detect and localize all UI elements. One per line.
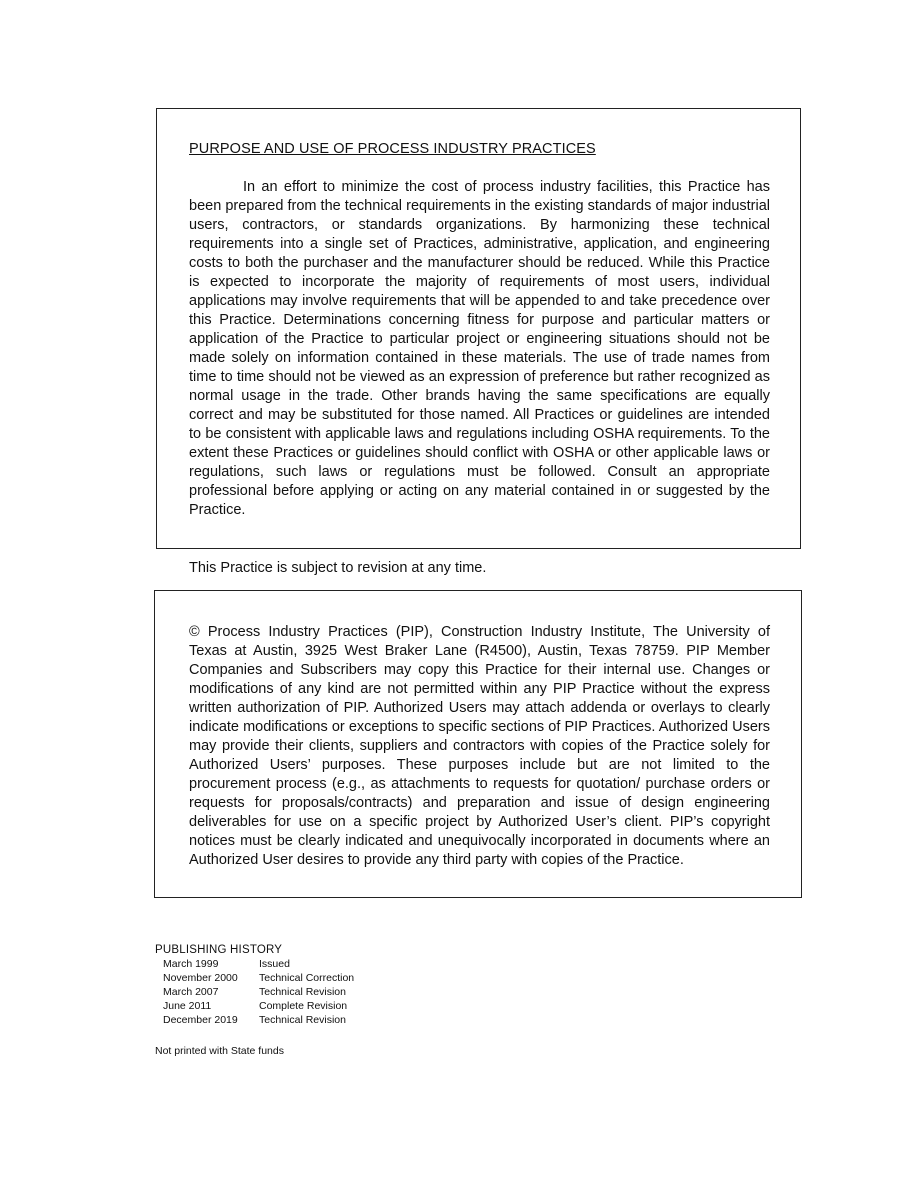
history-date: December 2019 [163,1014,238,1026]
publishing-history-title: PUBLISHING HISTORY [155,944,283,956]
history-row [163,1013,354,1027]
history-event: Technical Correction [259,972,355,984]
purpose-box [156,108,801,549]
history-date: March 2007 [163,986,219,998]
purpose-paragraph: In an effort to minimize the cost of process industry facilities, this Practice has been prepared from the technical requirements in the existing standards of major industrial users, contractors, or standards organizations. By harmonizing these technical requirements into a single set of Practices, administrative, application, and engineering costs to both the purchaser and the manufacturer should be reduced. While this Practice is expected to incorporate the majority of requirements of most users, individual applications may involve requirements that will be appended to and take precedence over this Practice. Determinations concerning fitness for purpose and particular matters or application of the Practice to particular project or engineering situations should not be made solely on information contained in these materials. The use of trade names from time to time should not be viewed as an expression of preference but rather recognized as normal usage in the trade. Other brands having the same specifications are equally correct and may be substituted for those named. All Practices or guidelines are intended to be consistent with applicable laws and regulations including OSHA requirements. To the extent these Practices or guidelines should conflict with OSHA or other applicable laws or regulations, such laws or regulations must be followed. Consult an appropriate professional before applying or acting on any material contained in or suggested by the Practice. [189,179,770,518]
revision-note: This Practice is subject to revision at any time. [189,560,487,576]
history-row [163,971,354,985]
history-row [163,999,354,1013]
history-event: Complete Revision [259,1000,348,1012]
history-event: Technical Revision [259,986,346,998]
publishing-history [155,944,354,1027]
publishing-history-table [163,957,354,1027]
history-row [163,985,354,999]
history-event: Issued [259,958,290,970]
footer-note: Not printed with State funds [155,1045,284,1057]
copyright-paragraph: © Process Industry Practices (PIP), Construction Industry Institute, The University of Texas at Austin, 3925 West Braker Lane (R4500), Austin, Texas 78759. PIP Member Companies and Subscribers may copy this Practice for their internal use. Changes or modifications of any kind are not permitted within any PIP Practice without the express written authorization of PIP. Authorized Users may attach addenda or overlays to clearly indicate modifications or exceptions to specific sections of PIP Practices. Authorized Users may provide their clients, suppliers and contractors with copies of the Practice solely for Authorized Users’ purposes. These purposes include but are not limited to the procurement process (e.g., as attachments to requests for quotation/ purchase orders or requests for proposals/contracts) and preparation and issue of design engineering deliverables for use on a specific project by Authorized User’s client. PIP’s copyright notices must be clearly indicated and unequivocally incorporated in documents where an Authorized User desires to provide any third party with copies of the Practice. [189,624,770,868]
purpose-heading: PURPOSE AND USE OF PROCESS INDUSTRY PRACTICES [189,141,596,157]
history-date: June 2011 [163,1000,212,1012]
copyright-box [154,590,802,898]
history-date: March 1999 [163,958,219,970]
history-row [163,957,354,971]
history-date: November 2000 [163,972,238,984]
history-event: Technical Revision [259,1014,346,1026]
